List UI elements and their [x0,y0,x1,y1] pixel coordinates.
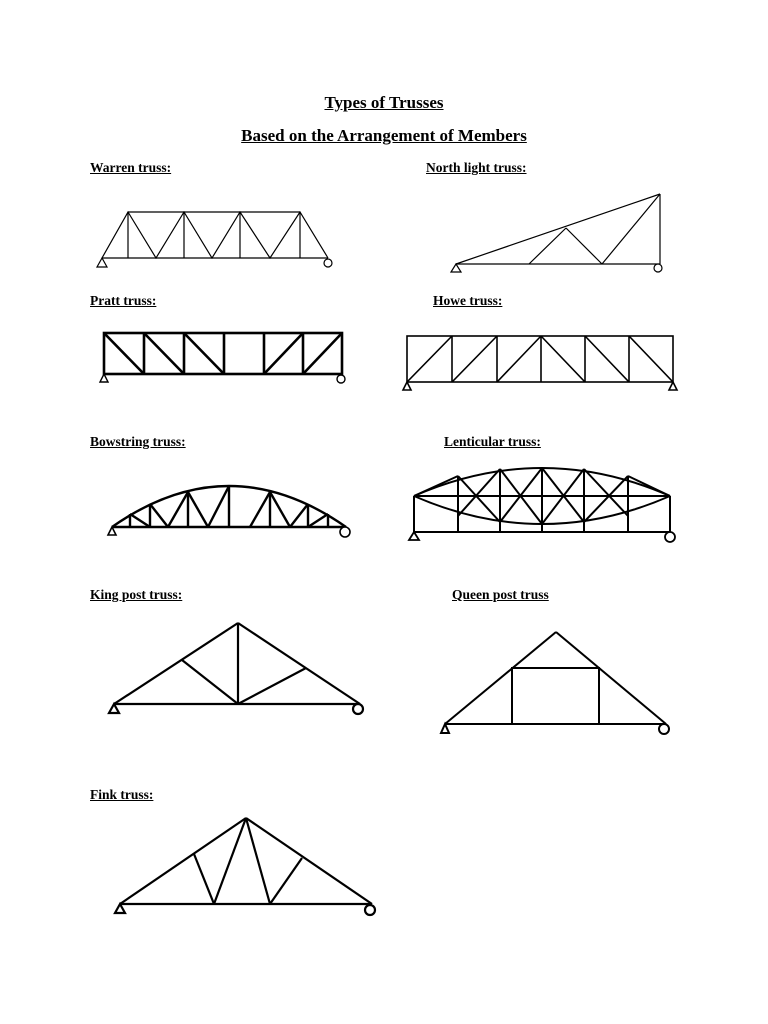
label-lenticular-truss: Lenticular truss: [444,434,541,449]
page-title: Types of Trusses [324,93,444,112]
label-pratt-truss: Pratt truss: [90,293,157,308]
label-fink-truss: Fink truss: [90,787,154,802]
label-king-post-truss: King post truss: [90,587,183,602]
label-bowstring-truss: Bowstring truss: [90,434,186,449]
label-queen-post-truss: Queen post truss [452,587,549,602]
label-howe-truss: Howe truss: [433,293,503,308]
label-north-light-truss: North light truss: [426,160,527,175]
label-warren-truss: Warren truss: [90,160,172,175]
page-subtitle: Based on the Arrangement of Members [241,126,527,145]
